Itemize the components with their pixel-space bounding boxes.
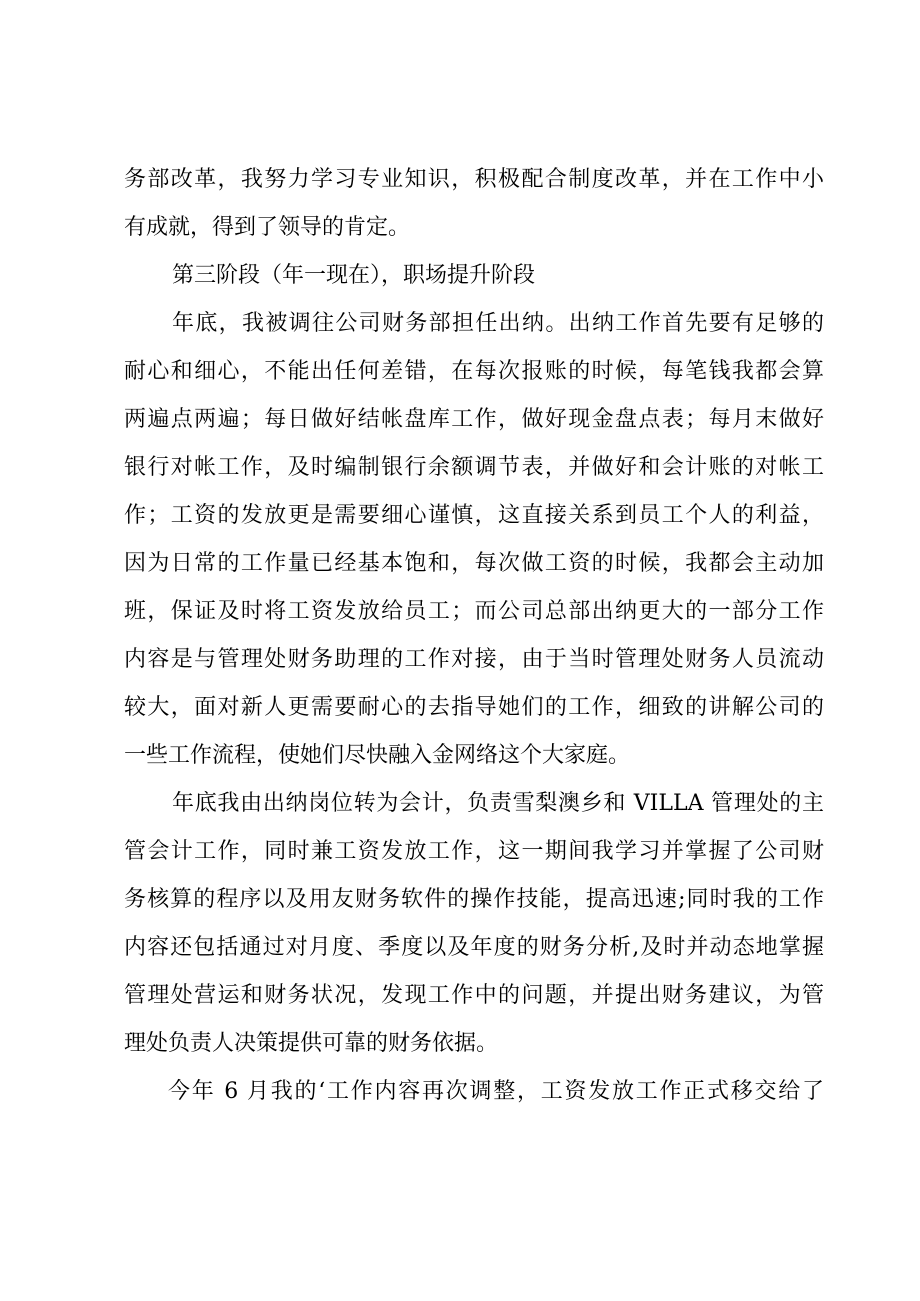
text-line: 两遍点两遍；每日做好结帐盘库工作，做好现金盘点表；每月末做好	[124, 407, 824, 432]
text-line: 银行对帐工作，及时编制银行余额调节表，并做好和会计账的对帐工	[124, 455, 824, 480]
text-line: 耐心和细心，不能出任何差错，在每次报账的时候，每笔钱我都会算	[124, 359, 824, 384]
text-line: 较大，面对新人更需要耐心的去指导她们的工作，细致的讲解公司的	[124, 695, 824, 720]
text-line: 一些工作流程，使她们尽快融入金网络这个大家庭。	[124, 743, 631, 768]
text-line: 因为日常的工作量已经基本饱和，每次做工资的时候，我都会主动加	[124, 551, 824, 576]
section-heading: 第三阶段（年一现在），职场提升阶段	[172, 263, 536, 288]
paragraph-first-line: 年底我由出纳岗位转为会计，负责雪梨澳乡和 VILLA 管理处的主	[172, 791, 824, 816]
text-line: 有成就，得到了领导的肯定。	[124, 215, 411, 240]
text-line: 务核算的程序以及用友财务软件的操作技能，提高迅速;同时我的工作	[124, 887, 824, 912]
text-line: 内容还包括通过对月度、季度以及年度的财务分析,及时并动态地掌握	[124, 935, 824, 960]
text-line: 内容是与管理处财务助理的工作对接，由于当时管理处财务人员流动	[124, 647, 824, 672]
paragraph-first-line: 今年 6 月我的‘工作内容再次调整，工资发放工作正式移交给了	[168, 1079, 824, 1104]
text-line: 班，保证及时将工资发放给员工；而公司总部出纳更大的一部分工作	[124, 599, 824, 624]
document-body	[124, 156, 824, 1116]
text-line: 务部改革，我努力学习专业知识，积极配合制度改革，并在工作中小	[124, 167, 824, 192]
paragraph-first-line: 年底，我被调往公司财务部担任出纳。出纳工作首先要有足够的	[172, 311, 824, 336]
text-line: 理处负责人决策提供可靠的财务依据。	[124, 1031, 499, 1056]
text-line: 作；工资的发放更是需要细心谨慎，这直接关系到员工个人的利益，	[124, 503, 824, 528]
text-line: 管会计工作，同时兼工资发放工作，这一期间我学习并掌握了公司财	[124, 839, 824, 864]
text-line: 管理处营运和财务状况，发现工作中的问题，并提出财务建议，为管	[124, 983, 824, 1008]
